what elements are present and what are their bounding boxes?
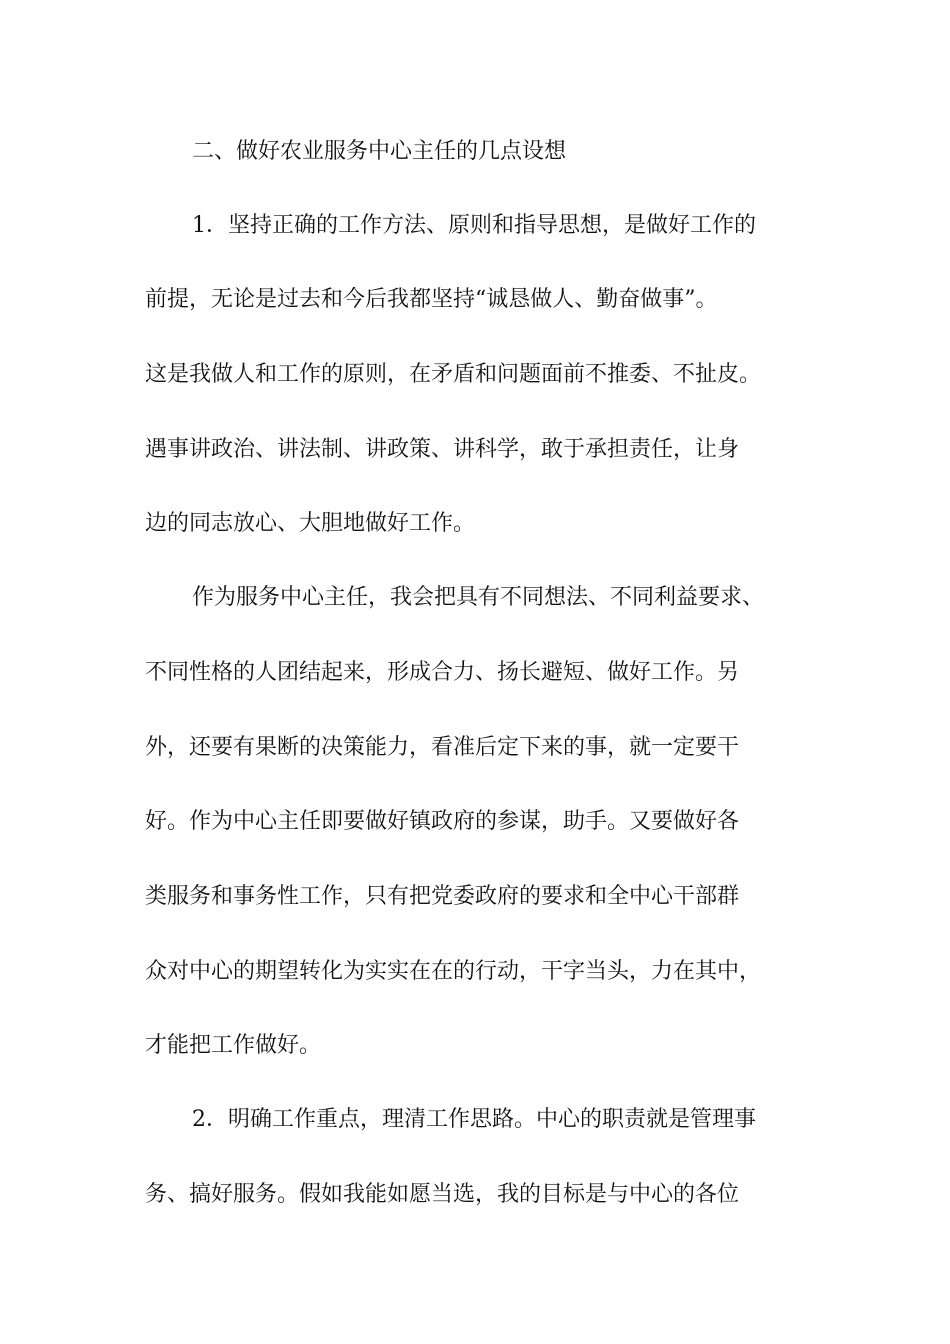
paragraph-line: 这是我做人和工作的原则，在矛盾和问题面前不推委、不扯皮。 [145, 362, 762, 387]
paragraph-line: 才能把工作做好。 [145, 1033, 322, 1058]
paragraph-line: 不同性格的人团结起来，形成合力、扬长避短、做好工作。另 [145, 660, 740, 685]
paragraph-line: 边的同志放心、大胆地做好工作。 [145, 511, 476, 536]
paragraph-line: 遇事讲政治、讲法制、讲政策、讲科学，敢于承担责任，让身 [145, 437, 740, 462]
paragraph-line: 众对中心的期望转化为实实在在的行动，干字当头，力在其中， [145, 959, 762, 984]
paragraph-line: 类服务和事务性工作，只有把党委政府的要求和全中心干部群 [145, 884, 740, 909]
paragraph-line: 外，还要有果断的决策能力，看准后定下来的事，就一定要干 [145, 735, 740, 760]
paragraph-line: 作为服务中心主任，我会把具有不同想法、不同利益要求、 [192, 585, 765, 610]
paragraph-line: 2．明确工作重点，理清工作思路。中心的职责就是管理事 [192, 1107, 756, 1132]
paragraph-line: 务、搞好服务。假如我能如愿当选，我的目标是与中心的各位 [145, 1182, 740, 1207]
paragraph-line: 好。作为中心主任即要做好镇政府的参谋，助手。又要做好各 [145, 809, 740, 834]
paragraph-line: 1．坚持正确的工作方法、原则和指导思想，是做好工作的 [192, 213, 756, 238]
paragraph-line: 前提，无论是过去和今后我都坚持“诚恳做人、勤奋做事”。 [145, 287, 718, 312]
section-heading: 二、做好农业服务中心主任的几点设想 [192, 139, 567, 164]
